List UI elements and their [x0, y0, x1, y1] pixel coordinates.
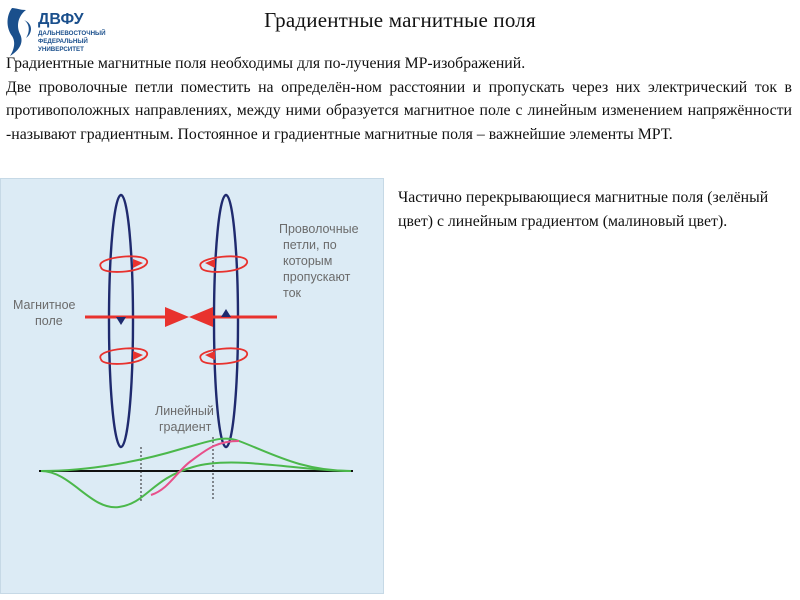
figure-caption: Частично перекрывающиеся магнитные поля (зелёный цвет) с линейным градиентом (малиновый цвет).: [398, 189, 769, 230]
logo-brand: ДВФУ: [38, 11, 84, 28]
gradient-line: [151, 441, 239, 495]
page-title: Градиентные магнитные поля: [264, 8, 536, 32]
logo-subtitle-2: ФЕДЕРАЛЬНЫЙ: [38, 38, 88, 45]
loops-label-5: ток: [283, 286, 302, 300]
gradient-label-2: градиент: [159, 420, 212, 434]
loops-label-3: которым: [283, 254, 333, 268]
logo-subtitle-1: ДАЛЬНЕВОСТОЧНЫЙ: [38, 30, 106, 37]
loops-label-4: пропускают: [283, 270, 351, 284]
paragraph-1: Градиентные магнитные поля необходимы для по-лучения МР-изображений.: [6, 55, 526, 72]
loops-label-1: Проволочные: [279, 222, 359, 236]
logo-subtitle-3: УНИВЕРСИТЕТ: [38, 46, 84, 53]
paragraph-2: Две проволочные петли поместить на определён-ном расстоянии и пропускать через них электрический ток в противоположных направлениях, между ними образуется магнитное поле с линейным изменением напряжённости -называют градиентным. Постоянное и градиентные магнитные поля – важнейшие элементы МРТ.: [6, 78, 792, 143]
field-label-1: Магнитное: [13, 298, 76, 312]
gradient-label-1: Линейный: [155, 404, 214, 418]
right-wire-loop: [214, 195, 238, 447]
field-label-2: поле: [35, 314, 63, 328]
body-text: [6, 52, 792, 146]
loops-label-2: петли, по: [283, 238, 337, 252]
gradient-coils-figure: [0, 178, 384, 594]
